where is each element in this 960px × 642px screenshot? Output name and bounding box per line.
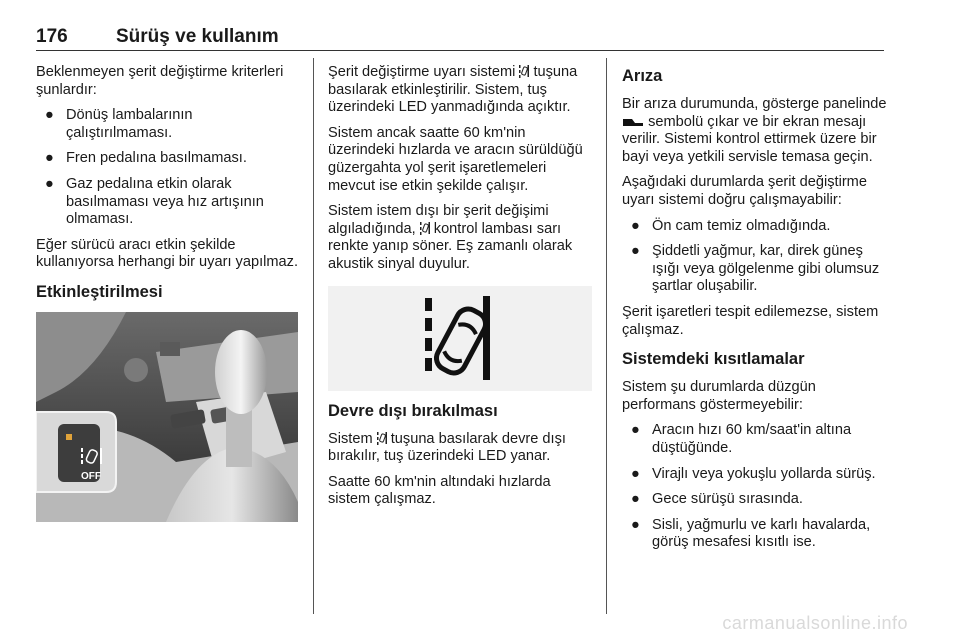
list-item: ● Dönüş lambalarının çalıştırılmaması. <box>45 107 193 141</box>
gear-shifter-illustration <box>36 312 298 522</box>
list-item: ● Gaz pedalına etkin olarak basılmaması veya hız artışının olmaması. <box>45 175 264 228</box>
bullet-icon: ● <box>631 217 640 234</box>
list-item: ● Şiddetli yağmur, kar, direk güneş ışığı veya gölgelenme gibi olumsuz şartlar oluşabilir. <box>631 243 880 295</box>
paragraph: Aşağıdaki durumlarda şerit değiştirme uyarı sistemi doğru çalışmayabilir: <box>622 174 867 208</box>
lane-change-icon <box>420 221 430 235</box>
intro-text: Beklenmeyen şerit değiştirme kriterleri şunlardır: <box>36 64 284 98</box>
list-item: ● Gece sürüşü sırasında. <box>631 491 803 508</box>
lane-change-warning-symbol <box>328 286 592 391</box>
paragraph: Bir arıza durumunda, gösterge panelinde sembolü çıkar ve bir ekran mesajı verilir. Sistemi kontrol ettirmek üzere bir bayi veya yetkili servisle temasa geçin. <box>622 96 887 165</box>
paragraph: Şerit değiştirme uyarı sistemi tuşuna basılarak etkinleştirilir. Sistem, tuş üzerindeki LED yanmadığında açıktır. <box>328 64 578 116</box>
list-item: ● Fren pedalına basılmaması. <box>45 150 247 167</box>
column-1 <box>36 64 300 522</box>
section-heading-activation: Etkinleştirilmesi <box>36 282 163 301</box>
off-label: OFF <box>81 470 101 482</box>
bullet-icon: ● <box>631 422 640 439</box>
column-2 <box>328 64 592 517</box>
section-heading-deactivation: Devre dışı bırakılması <box>328 401 498 420</box>
paragraph: Sistem istem dışı bir şerit değişimi algıladığında, kontrol lambası sarı renkte yanıp söner. Eş zamanlı olarak akustik sinyal duyulur. <box>328 203 573 272</box>
watermark: carmanualsonline.info <box>722 613 908 633</box>
lane-change-icon <box>377 431 387 445</box>
lane-change-warning-icon <box>328 286 592 391</box>
list-item: ● Virajlı veya yokuşlu yollarda sürüş. <box>631 465 876 482</box>
conditions-list <box>622 218 888 296</box>
lane-change-button-icon <box>78 446 108 466</box>
lane-change-icon <box>519 64 529 78</box>
paragraph: Saatte 60 km'nin altındaki hızlarda sistem çalışmaz. <box>328 473 551 508</box>
criteria-list <box>36 107 300 229</box>
paragraph: Şerit işaretleri tespit edilemezse, sistem çalışmaz. <box>622 303 879 338</box>
paragraph: Sistem ancak saatte 60 km'nin üzerindeki hızlarda ve aracın sürüldüğü güzergahta yol şerit işaretlemeleri mevcut ise etkin şekilde çalışır. <box>328 124 583 194</box>
bullet-icon: ● <box>45 107 54 124</box>
lane-warning-symbol-icon <box>622 116 644 128</box>
page-header <box>36 26 884 48</box>
limitations-list <box>622 422 888 552</box>
list-item: ● Aracın hızı 60 km/saat'in altına düştüğünde. <box>631 422 852 456</box>
bullet-icon: ● <box>631 491 640 508</box>
page-number: 176 <box>36 26 68 47</box>
column-divider-1 <box>313 58 314 614</box>
column-divider-2 <box>606 58 607 614</box>
list-item: ● Sisli, yağmurlu ve karlı havalarda, görüş mesafesi kısıtlı ise. <box>631 516 871 551</box>
column-3 <box>622 62 888 560</box>
bullet-icon: ● <box>631 516 640 533</box>
page-title: Sürüş ve kullanım <box>116 26 279 47</box>
section-heading-fault: Arıza <box>622 67 663 85</box>
bullet-icon: ● <box>631 465 640 482</box>
paragraph: Sistem tuşuna basılarak devre dışı bırakılır, tuş üzerindeki LED yanar. <box>328 430 566 465</box>
bullet-icon: ● <box>631 243 640 260</box>
paragraph: Sistem şu durumlarda düzgün performans göstermeyebilir: <box>622 379 816 413</box>
gear-shifter-photo <box>36 312 298 522</box>
section-heading-limitations: Sistemdeki kısıtlamalar <box>622 350 805 369</box>
bullet-icon: ● <box>45 175 54 192</box>
header-rule <box>36 50 884 51</box>
list-item: ● Ön cam temiz olmadığında. <box>631 217 831 234</box>
bullet-icon: ● <box>45 150 54 167</box>
paragraph: Eğer sürücü aracı etkin şekilde kullanıyorsa herhangi bir uyarı yapılmaz. <box>36 236 299 271</box>
